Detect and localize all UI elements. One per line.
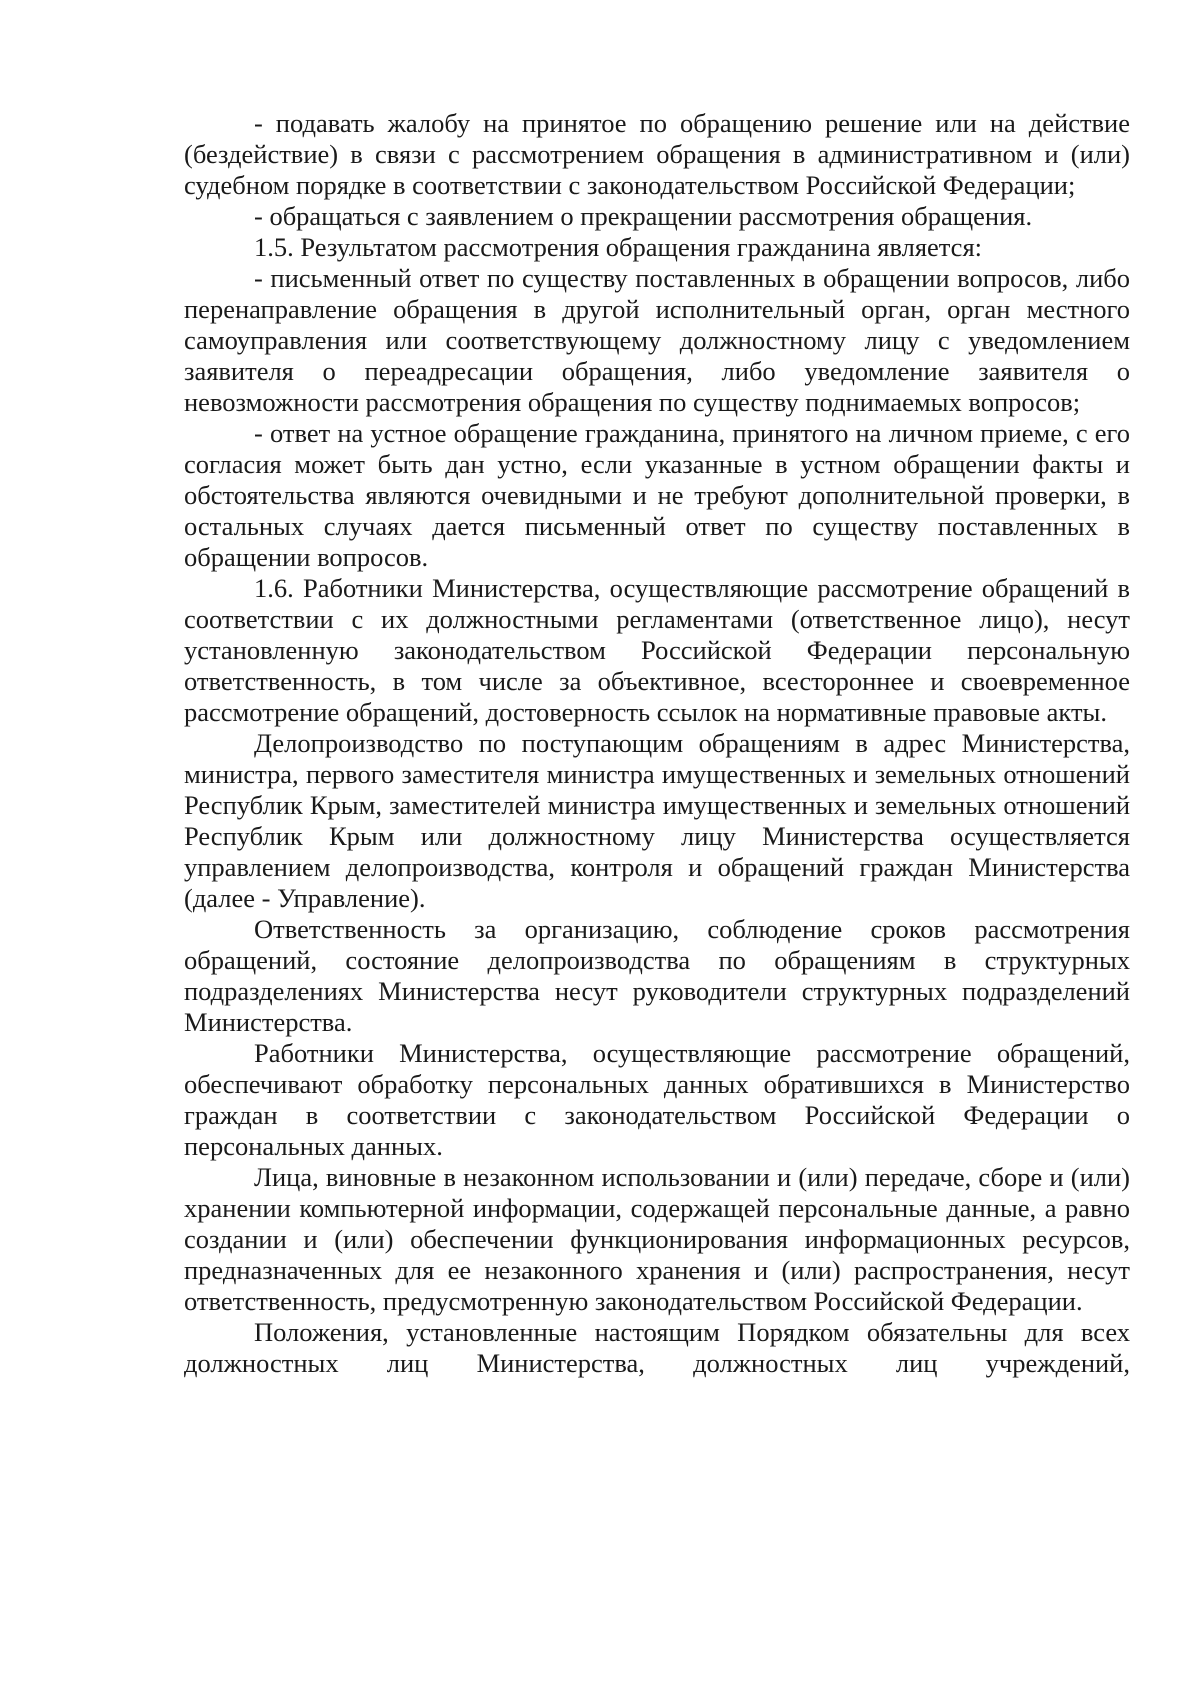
paragraph-responsibility: Ответственность за организацию, соблюдение сроков рассмотрения обращений, состояние делопроизводства по обращениям в структурных подразделениях Министерства несут руководители структурных подразделений Министерства. xyxy=(184,914,1130,1037)
document-page xyxy=(184,108,1130,1379)
paragraph-oral-answer: - ответ на устное обращение гражданина, принятого на личном приеме, с его согласия может быть дан устно, если указанные в устном обращении факты и обстоятельства являются очевидными и не требуют дополнительной проверки, в остальных случаях дается письменный ответ по существу поставленных в обращении вопросов. xyxy=(184,418,1130,572)
paragraph-record-keeping: Делопроизводство по поступающим обращениям в адрес Министерства, министра, первого заместителя министра имущественных и земельных отношений Республик Крым, заместителей министра имущественных и земельных отношений Республик Крым или должностному лицу Министерства осуществляется управлением делопроизводства, контроля и обращений граждан Министерства (далее - Управление). xyxy=(184,728,1130,913)
paragraph-termination-request: - обращаться с заявлением о прекращении рассмотрения обращения. xyxy=(254,201,1033,231)
paragraph-written-answer: - письменный ответ по существу поставленных в обращении вопросов, либо перенаправление обращения в другой исполнительный орган, орган местного самоуправления или соответствующему должностному лицу с уведомлением заявителя о переадресации обращения, либо уведомление заявителя о невозможности рассмотрения обращения по существу поднимаемых вопросов; xyxy=(184,263,1130,417)
paragraph-provisions: Положения, установленные настоящим Порядком обязательны для всех должностных лиц Министерства, должностных лиц учреждений, xyxy=(184,1317,1130,1378)
paragraph-complaint-right: - подавать жалобу на принятое по обращению решение или на действие (бездействие) в связи с рассмотрением обращения в административном и (или) судебном порядке в соответствии с законодательством Российской Федерации; xyxy=(184,108,1130,200)
paragraph-section-1-5: 1.5. Результатом рассмотрения обращения гражданина является: xyxy=(254,232,982,262)
paragraph-personal-data: Работники Министерства, осуществляющие рассмотрение обращений, обеспечивают обработку персональных данных обратившихся в Министерство граждан в соответствии с законодательством Российской Федерации о персональных данных. xyxy=(184,1038,1130,1161)
paragraph-section-1-6: 1.6. Работники Министерства, осуществляющие рассмотрение обращений в соответствии с их должностными регламентами (ответственное лицо), несут установленную законодательством Российской Федерации персональную ответственность, в том числе за объективное, всестороннее и своевременное рассмотрение обращений, достоверность ссылок на нормативные правовые акты. xyxy=(184,573,1130,727)
paragraph-liability: Лица, виновные в незаконном использовании и (или) передаче, сборе и (или) хранении компьютерной информации, содержащей персональные данные, а равно создании и (или) обеспечении функционирования информационных ресурсов, предназначенных для ее незаконного хранения и (или) распространения, несут ответственность, предусмотренную законодательством Российской Федерации. xyxy=(184,1162,1130,1316)
